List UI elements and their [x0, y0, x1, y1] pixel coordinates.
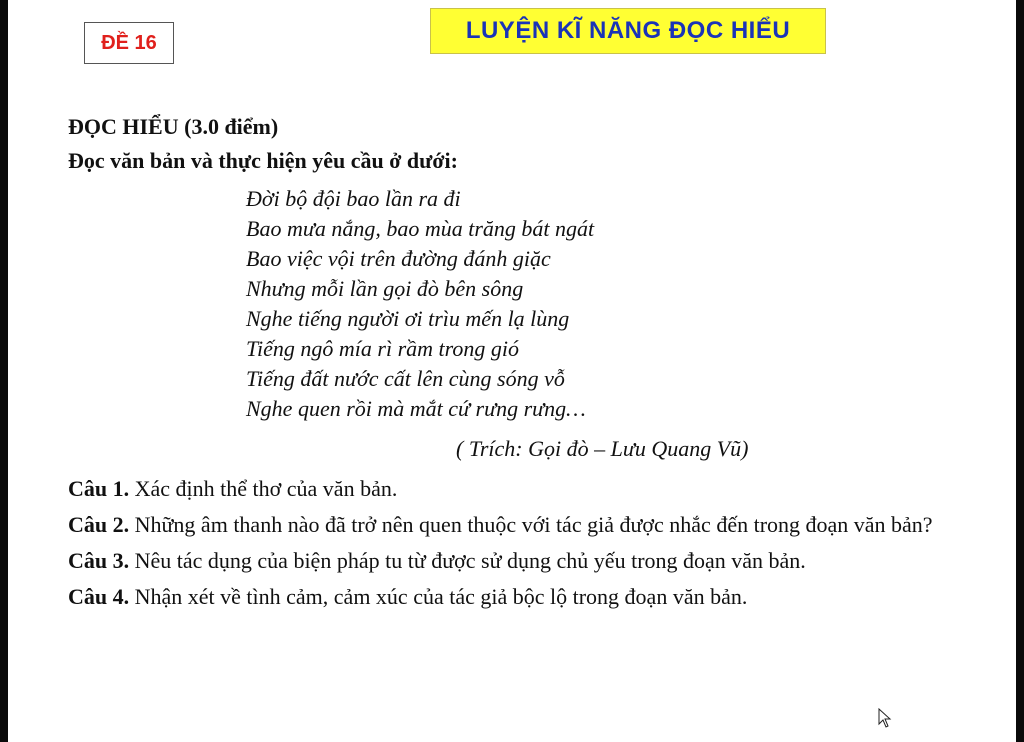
poem-source: ( Trích: Gọi đò – Lưu Quang Vũ) [456, 436, 749, 461]
poem-line: Nhưng mỗi lần gọi đò bên sông [246, 276, 524, 301]
page-title: LUYỆN KĨ NĂNG ĐỌC HIỂU [430, 8, 826, 54]
question-text: Những âm thanh nào đã trở nên quen thuộc với tác giả được nhắc đến trong đoạn văn bản? [129, 512, 933, 537]
question-label: Câu 1. [68, 476, 130, 501]
poem-line: Đời bộ đội bao lần ra đi [246, 186, 461, 211]
instruction-text: Đọc văn bản và thực hiện yêu cầu ở dưới: [68, 148, 458, 173]
slide-page [8, 0, 1016, 742]
question-text: Nêu tác dụng của biện pháp tu từ được sử dụng chủ yếu trong đoạn văn bản. [129, 548, 806, 573]
poem-line: Nghe quen rồi mà mắt cứ rưng rưng… [246, 396, 586, 421]
question-label: Câu 4. [68, 584, 130, 609]
question-label: Câu 3. [68, 548, 130, 573]
question-item [68, 582, 948, 612]
poem-line: Bao việc vội trên đường đánh giặc [246, 246, 551, 271]
poem-line: Tiếng ngô mía rì rầm trong gió [246, 336, 519, 361]
question-item [68, 474, 948, 504]
section-title: ĐỌC HIỂU (3.0 điểm) [68, 114, 279, 139]
question-text: Nhận xét về tình cảm, cảm xúc của tác giả bộc lộ trong đoạn văn bản. [129, 584, 748, 609]
question-item [68, 510, 948, 540]
exam-number-badge: ĐỀ 16 [84, 22, 174, 64]
poem-line: Nghe tiếng người ơi trìu mến lạ lùng [246, 306, 570, 331]
questions-list [68, 474, 948, 618]
poem-line: Tiếng đất nước cất lên cùng sóng vỗ [246, 366, 565, 391]
poem-line: Bao mưa nắng, bao mùa trăng bát ngát [246, 216, 595, 241]
poem-block [246, 184, 594, 424]
question-item [68, 546, 948, 576]
question-text: Xác định thể thơ của văn bản. [129, 476, 398, 501]
question-label: Câu 2. [68, 512, 130, 537]
mouse-pointer-icon [878, 708, 892, 728]
